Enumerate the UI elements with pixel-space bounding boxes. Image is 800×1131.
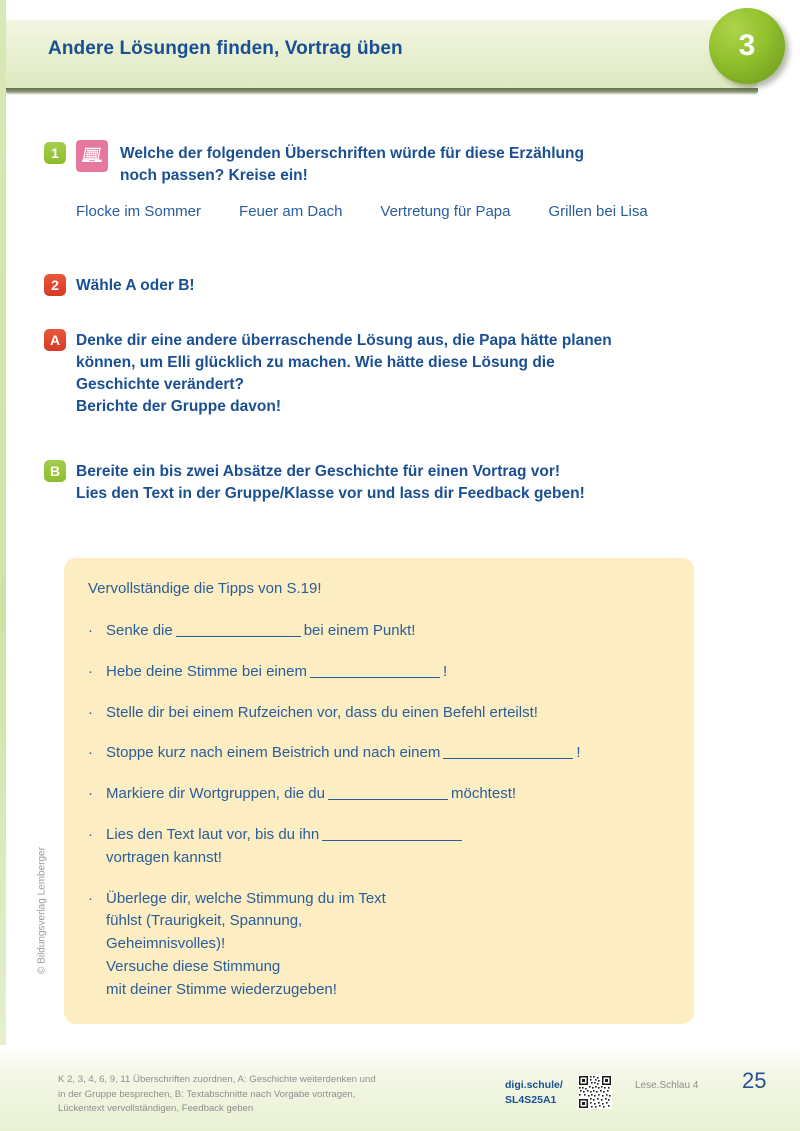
tip-5-after: möchtest! bbox=[451, 785, 517, 803]
tip-2-body bbox=[106, 661, 668, 684]
task-a-letter: A bbox=[49, 332, 61, 348]
heading-option-1[interactable]: Flocke im Sommer bbox=[76, 203, 202, 220]
task-a-line-1: Denke dir eine andere überraschende Lösung aus, die Papa hätte planen bbox=[76, 332, 612, 349]
series-label: Lese.Schlau 4 bbox=[635, 1080, 699, 1091]
bullet-icon: · bbox=[88, 889, 93, 907]
tip-7-line-1: Überlege dir, welche Stimmung du im Text bbox=[106, 889, 386, 907]
tip-6-before: Lies den Text laut vor, bis du ihn bbox=[106, 825, 320, 843]
bullet-icon: · bbox=[88, 785, 93, 803]
heading-options-row bbox=[76, 203, 756, 220]
task-a-line-2: können, um Elli glücklich zu machen. Wie hätte diese Lösung die bbox=[76, 354, 555, 371]
tip-4-after: ! bbox=[576, 744, 581, 762]
tip-6-line-2: vortragen kannst! bbox=[106, 848, 222, 866]
tip-6-body bbox=[106, 824, 668, 870]
task-2-text: Wähle A oder B! bbox=[76, 277, 195, 294]
tip-7-line-3: Geheimnisvolles)! bbox=[106, 935, 226, 953]
qr-code[interactable] bbox=[578, 1075, 612, 1109]
bullet-icon: · bbox=[88, 662, 93, 680]
footer-description-line-2: in der Gruppe besprechen, B: Textabschnitte nach Vorgabe vortragen, bbox=[58, 1088, 356, 1100]
tip-2-blank[interactable] bbox=[310, 677, 440, 678]
page-title: Andere Lösungen finden, Vortrag üben bbox=[48, 38, 403, 59]
tip-7-line-5: mit deiner Stimme wiederzugeben! bbox=[106, 980, 337, 998]
unit-number-label: 3 bbox=[738, 28, 756, 62]
task-b-line-2: Lies den Text in der Gruppe/Klasse vor und lass dir Feedback geben! bbox=[76, 485, 585, 502]
task-a-badge bbox=[44, 329, 66, 351]
page-number: 25 bbox=[742, 1068, 767, 1093]
digi-schule-line-2: SL4S25A1 bbox=[505, 1094, 557, 1107]
task-b-badge bbox=[44, 460, 66, 482]
unit-number-badge bbox=[709, 8, 785, 84]
tips-box bbox=[64, 558, 694, 1024]
tip-1-blank[interactable] bbox=[176, 636, 301, 637]
footer-description-line-3: Lückentext vervollständigen, Feedback geben bbox=[58, 1103, 254, 1115]
heading-option-2[interactable]: Feuer am Dach bbox=[239, 203, 343, 220]
tip-5-blank[interactable] bbox=[328, 799, 448, 800]
task-2-badge bbox=[44, 274, 66, 296]
laptop-icon bbox=[76, 140, 108, 172]
list-item bbox=[88, 620, 668, 643]
task-b-letter: B bbox=[49, 463, 61, 479]
tip-1-body bbox=[106, 620, 668, 643]
tip-1-after: bei einem Punkt! bbox=[303, 622, 416, 639]
tips-list bbox=[88, 620, 668, 1002]
tip-6-blank[interactable] bbox=[322, 840, 462, 841]
header-band-shadow bbox=[6, 88, 758, 95]
task-a-line-4: Berichte der Gruppe davon! bbox=[76, 398, 281, 415]
tip-2-after: ! bbox=[442, 662, 448, 680]
tip-7-body bbox=[106, 888, 668, 1002]
bullet-icon: · bbox=[88, 622, 93, 639]
tip-4-body bbox=[106, 742, 668, 765]
list-item bbox=[88, 783, 668, 806]
task-b-line-1: Bereite ein bis zwei Absätze der Geschichte für einen Vortrag vor! bbox=[76, 463, 561, 480]
list-item bbox=[88, 702, 668, 725]
task-1-text bbox=[120, 143, 740, 187]
task-a-text bbox=[76, 330, 746, 418]
digi-schule-line-1: digi.schule/ bbox=[505, 1079, 563, 1091]
task-1-line-2: noch passen? Kreise ein! bbox=[120, 167, 308, 184]
bullet-icon: · bbox=[88, 703, 93, 721]
footer-description-line-1: K 2, 3, 4, 6, 9, 11 Überschriften zuordnen, A: Geschichte weiterdenken und bbox=[58, 1074, 376, 1085]
footer-description bbox=[58, 1073, 478, 1117]
tip-7-line-4: Versuche diese Stimmung bbox=[106, 957, 281, 975]
laptop-icon-glyph bbox=[81, 146, 103, 166]
tip-1-before: Senke die bbox=[106, 622, 173, 639]
tip-2-before: Hebe deine Stimme bei einem bbox=[106, 662, 307, 680]
tip-5-before: Markiere dir Wortgruppen, die du bbox=[106, 785, 325, 803]
tip-4-blank[interactable] bbox=[443, 758, 573, 759]
tip-5-body bbox=[106, 783, 668, 806]
task-1-line-1: Welche der folgenden Überschriften würde für diese Erzählung bbox=[120, 145, 584, 162]
tips-box-title: Vervollständige die Tipps von S.19! bbox=[88, 580, 322, 597]
task-b-text bbox=[76, 461, 756, 505]
copyright-vertical: © Bildungsverlag Lemberger bbox=[36, 847, 48, 974]
tip-4-before: Stoppe kurz nach einem Beistrich und nach einem bbox=[106, 744, 441, 762]
tip-3-body: Stelle dir bei einem Rufzeichen vor, dass du einen Befehl erteilst! bbox=[106, 703, 538, 721]
bullet-icon: · bbox=[88, 744, 93, 762]
heading-option-3[interactable]: Vertretung für Papa bbox=[380, 203, 511, 220]
digi-schule-code[interactable] bbox=[505, 1078, 563, 1108]
left-green-spine bbox=[0, 0, 6, 1131]
list-item bbox=[88, 888, 668, 1002]
bullet-icon: · bbox=[88, 825, 93, 843]
task-2-number: 2 bbox=[51, 277, 59, 293]
list-item bbox=[88, 661, 668, 684]
heading-option-4[interactable]: Grillen bei Lisa bbox=[548, 203, 648, 220]
tip-7-line-2: fühlst (Traurigkeit, Spannung, bbox=[106, 912, 303, 930]
list-item bbox=[88, 742, 668, 765]
task-a-line-3: Geschichte verändert? bbox=[76, 376, 244, 393]
task-1-number: 1 bbox=[51, 145, 59, 161]
list-item bbox=[88, 824, 668, 870]
task-1-badge bbox=[44, 142, 66, 164]
